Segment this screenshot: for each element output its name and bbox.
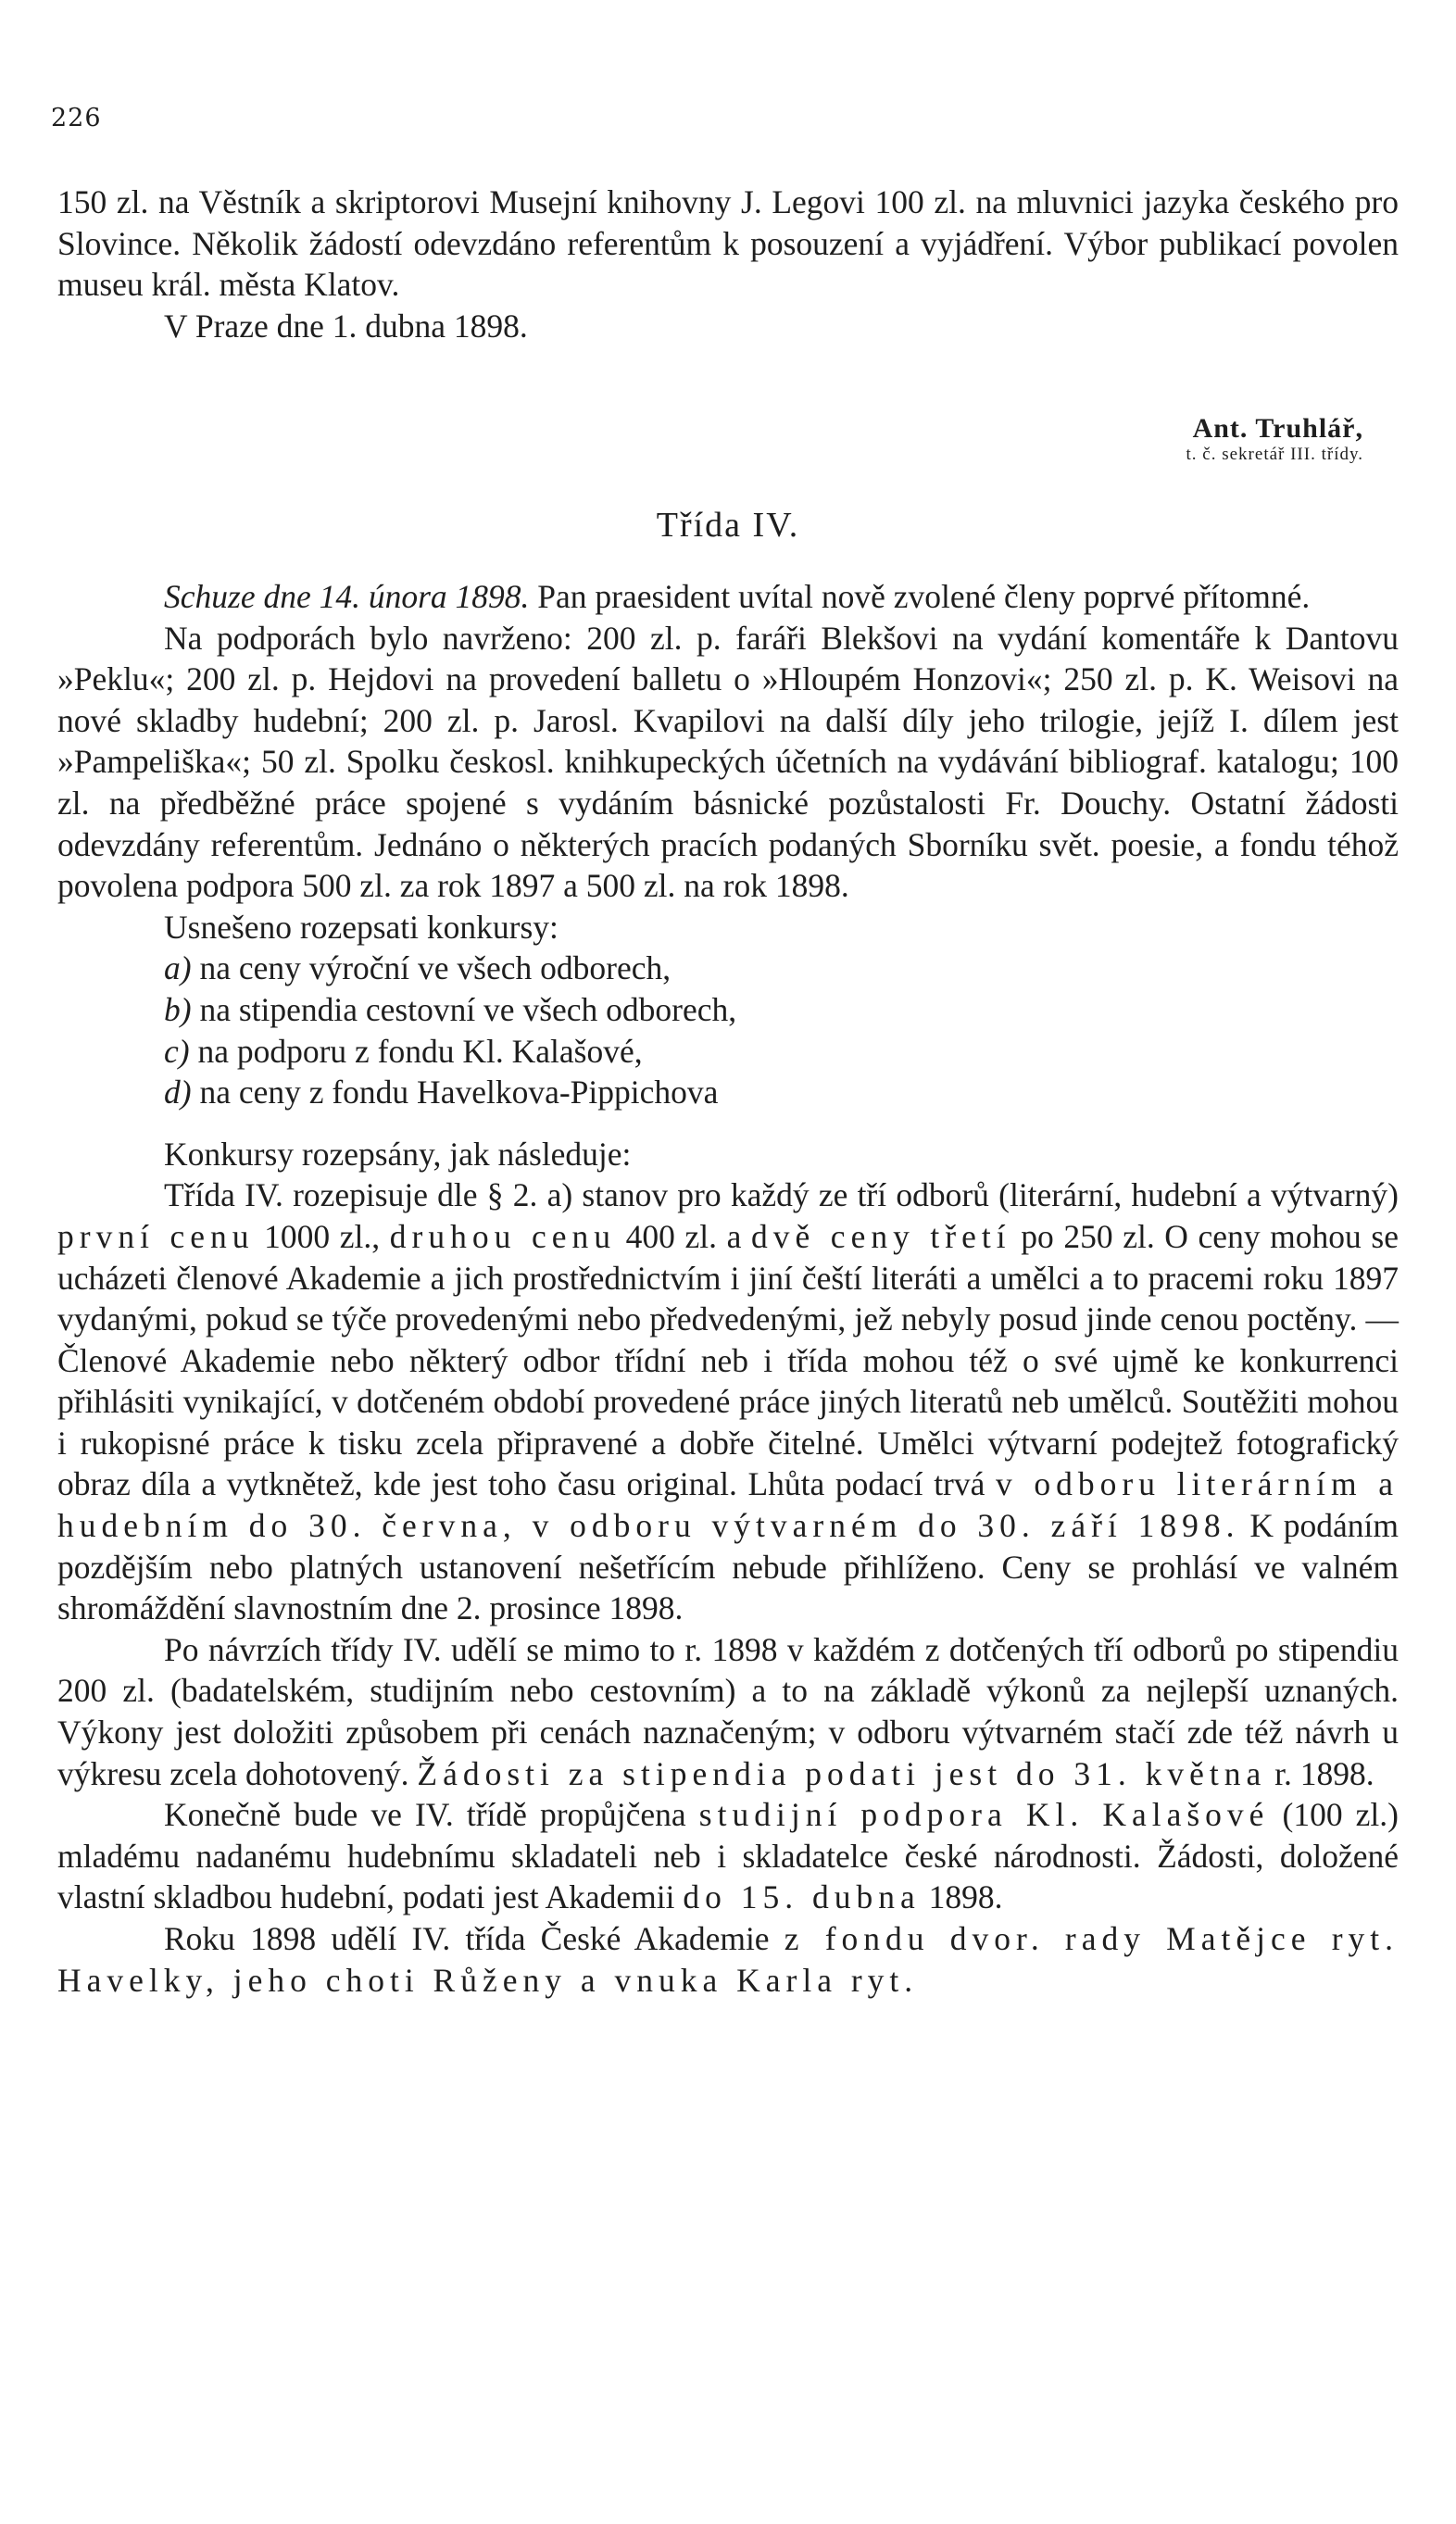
list-item [57,1031,1399,1073]
list-mark: c) [164,1032,190,1070]
signature-role: t. č. sekretář III. třídy. [1186,445,1363,464]
list-text: na ceny výroční ve všech odborech, [199,949,672,987]
prizes-deadline: v odboru literárním a hudebním do 30. června, v odboru výtvarném do 30. září 1898. [57,1465,1399,1545]
prizes-text-3: 400 zl. a [615,1217,751,1255]
intro-paragraph [57,182,1399,346]
list-item [57,948,1399,989]
body-text [57,576,1399,2001]
list-text: na podporu z fondu Kl. Kalašové, [197,1032,643,1070]
prizes-paragraph [57,1174,1399,1629]
prizes-text-5: K podáním pozdějším nebo platných ustanovení nešetřícím nebude přihlíženo. Ceny se prohlásí ve valném shromáždění slavnostním dne 2. prosince 1898. [57,1507,1400,1627]
competitions-announced: Konkursy rozepsány, jak následuje: [164,1135,632,1173]
prizes-text-1: Třída IV. rozepisuje dle § 2. a) stanov pro každý ze tří odborů (literární, hudební a výtvarný) [164,1176,1399,1214]
signature-name: Ant. Truhlář, [1192,413,1363,444]
list-mark: a) [164,949,192,987]
session-paragraph [57,576,1399,618]
list-text: na stipendia cestovní ve všech odborech, [199,990,737,1028]
kalasova-text-1: Konečně bude ve IV. třídě propůjčena [164,1796,699,1834]
section-heading: Třída IV. [656,506,800,545]
kalasova-text-3: 1898. [920,1878,1003,1916]
list-mark: d) [164,1074,192,1111]
session-date: Schuze dne 14. února 1898. [164,578,530,615]
intro-text: 150 zl. na Věstník a skriptorovi Musejní knihovny J. Legovi 100 zl. na mluvnici jazyka českého pro Slovince. Několik žádostí odevzdáno referentům k posouzení a vyjádření. Výbor publikací povolen museu král. města Klatov. [57,183,1399,304]
havelka-paragraph [57,1918,1399,2001]
prizes-second-prize: druhou cenu [389,1217,616,1255]
place-date: V Praze dne 1. dubna 1898. [164,307,528,345]
stipend-text-2: r. 1898. [1266,1754,1374,1792]
prizes-text-2: 1000 zl., [254,1217,390,1255]
prizes-text-4: po 250 zl. O ceny mohou se ucházeti členové Akademie a jich prostřednictvím i jiní čeští literáti a umělci a to pracemi roku 1897 vydanými, pokud se týče provedenými nebo předvedenými, jež nebyly posud jinde cenou poctěny. — Členové Akademie nebo některý odbor třídní neb i třída mohou též o své ujmě ke konkurrenci přihlásiti vynikající, v dotčeném období provedené práce jiných literatů neb umělců. Soutěžiti mohou i rukopisné práce k tisku zcela připravené a dobře čitelné. Umělci výtvarní podejtež fotografický obraz díla a vytknětež, kde jest toho času original. Lhůta podací trvá [57,1217,1399,1503]
stipend-text-1: Po návrzích třídy IV. udělí se mimo to r. 1898 v každém z dotčených tří odborů po stipendiu 200 zl. (badatelském, studijním nebo cestovním) a to na základě výkonů za nejlepší uznaných. Výkony jest doložiti způsobem při cenách naznačeným; v odboru výtvarném stačí zde též návrh u výkresu zcela dohotovený. [57,1630,1399,1792]
havelka-text-1: Roku 1898 udělí IV. třída České Akademie [164,1920,784,1957]
competitions-list [57,948,1399,1112]
prizes-first-prize: první cenu [57,1217,255,1255]
list-text: na ceny z fondu Havelkova-Pippichova [199,1074,719,1111]
list-mark: b) [164,990,192,1028]
stipend-deadline: Žádosti za stipendia podati jest do 31. května [417,1754,1267,1792]
signature [1186,413,1363,465]
stipend-paragraph [57,1629,1399,1794]
kalasova-text-2: (100 zl.) mladému nadanému hudebnímu skladateli neb i skladatelce české národnosti. Žádosti, doložené vlastní skladbou hudební, podati jest Akademii [57,1796,1399,1916]
list-item [57,1072,1399,1113]
kalasova-paragraph [57,1794,1399,1918]
havelka-fund: z fondu dvor. rady Matějce ryt. Havelky, jeho choti Růženy a vnuka Karla ryt. [57,1920,1400,1999]
list-item [57,989,1399,1031]
kalasova-deadline: do 15. dubna [683,1878,921,1916]
prizes-third-prize: dvě ceny třetí [750,1217,1011,1255]
page-number: 226 [51,104,102,132]
competitions-intro: Usnešeno rozepsati konkursy: [164,908,559,946]
subsidies-paragraph: Na podporách bylo navrženo: 200 zl. p. faráři Blekšovi na vydání komentáře k Dantovu »Peklu«; 200 zl. p. Hejdovi na provedení balletu o »Hloupém Honzovi«; 250 zl. p. K. Weisovi na nové skladby hudební; 200 zl. p. Jarosl. Kvapilovi na další díly jeho trilogie, jejíž I. dílem jest »Pampeliška«; 50 zl. Spolku českosl. knihkupeckých účetních na vydávání bibliograf. katalogu; 100 zl. na předběžné práce spojené s vydáním básnické pozůstalosti Fr. Douchy. Ostatní žádosti odevzdány referentům. Jednáno o některých pracích podaných Sborníku svět. poesie, a fondu téhož povolena podpora 500 zl. za rok 1897 a 500 zl. na rok 1898. [57,619,1399,905]
session-text: Pan praesident uvítal nově zvolené členy poprvé přítomné. [529,578,1311,615]
kalasova-support: studijní podpora Kl. Kalašové [698,1796,1270,1834]
